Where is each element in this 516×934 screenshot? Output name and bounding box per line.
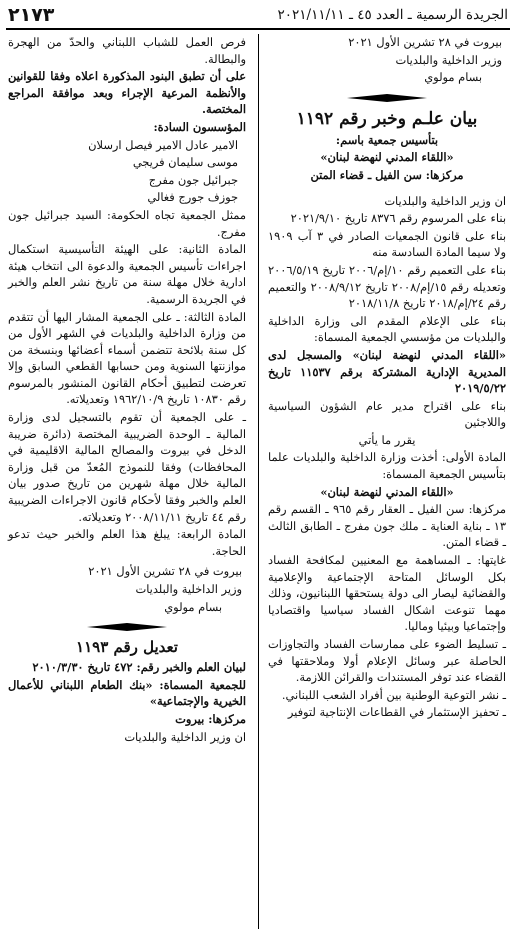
right-column xyxy=(268,34,506,722)
preamble-4: بناء على الإعلام المقدم الى وزارة الداخلية والبلديات من مؤسسي الجمعية المسماة: xyxy=(268,313,506,345)
amendment-location: مركزها: بيروت xyxy=(175,711,246,726)
association-name: «اللقاء المدني لنهضة لبنان» xyxy=(320,150,454,165)
column-divider xyxy=(258,34,259,929)
preamble-3: بناء على التعميم رقم ١٠/إم/٢٠٠٦ تاريخ ٢٠٠٦/٥/١٩ وتعديله رقم ١٥/إم/٢٠٠٨ تاريخ ٢٠٠٨/٩/١٢ والتعميم رقم ٢٤/إم/٢٠١٨ تاريخ ٢٠١٨/١١/٨ xyxy=(268,262,507,311)
founder-2: موسى سليمان فريجي xyxy=(132,155,238,170)
section-divider xyxy=(8,623,246,631)
founder-4: جوزف جورج فغالي xyxy=(147,190,238,205)
header-title: الجريدة الرسمية ـ العدد ٤٥ ـ ٢٠٢١/١١/١١ xyxy=(277,7,508,23)
intro-line: ان وزير الداخلية والبلديات xyxy=(384,193,506,208)
article-2: المادة الثانية: على الهيئة التأسيسية استكمال اجراءات تأسيس الجمعية والدعوة الى انتخاب هيئة ادارية خلال مهلة سنة من تاريخ نشر العلم والخبر في الجريدة الرسمية. xyxy=(8,242,246,306)
preamble-1: بناء على المرسوم رقم ٨٣٧٦ تاريخ ٢٠٢١/٩/١٠ xyxy=(290,211,506,226)
section-divider xyxy=(268,94,506,102)
signature-title: وزير الداخلية والبلديات xyxy=(135,582,242,596)
amendment-title: تعديل رقم ١١٩٣ xyxy=(76,638,178,657)
page-header xyxy=(6,4,510,30)
headquarters: مركزها: سن الفيل ـ العقار رقم ٩٦٥ ـ القسم رقم ١٣ ـ بناية العناية ـ ملك جون مفرج ـ الطابق الثالث ـ قضاء المتن. xyxy=(268,502,506,550)
goal-continued: فرص العمل للشباب اللبناني والحدّ من الهجرة والبطالة. xyxy=(8,35,246,66)
founder-1: الامير عادل الامير فيصل ارسلان xyxy=(88,137,238,152)
signature-title: وزير الداخلية والبلديات xyxy=(395,52,502,67)
left-column xyxy=(8,34,246,746)
article-3-tax: ـ على الجمعية أن تقوم بالتسجيل لدى وزارة المالية ـ الوحدة الضريبية المختصة (دائرة ضريبة الدخل في بيروت والمصالح المالية الاقليمية في المحافظات) وفقا للنموذج المُعدّ من قبل وزارة المالية خلال مهلة شهرين من تاريخ صدور بيان العلم والخبر وفقا لأحكام قانون الاجراءات الضريبية رقم ٤٤ تاريخ ٢٠٠٨/١١/١١ وتعديلاته. xyxy=(8,410,246,524)
goal-4: ـ تحفيز الإستثمار في القطاعات الإنتاجية لتوفير xyxy=(287,705,506,720)
amendment-reference: لبيان العلم والخبر رقم: ٤٧٢ تاريخ ٢٠١٠/٣/٣٠ xyxy=(32,660,246,675)
founder-3: جبرائيل جون مفرج xyxy=(148,172,238,187)
article-3: المادة الثالثة: ـ على الجمعية المشار اليها أن تتقدم من وزارة الداخلية والبلديات في الشهر الأول من كل سنة بلائحة تتضمن أسماء أعضائها وبنسخة من موازنتها السنوية ومن حسابها القطعي السابق وإلا تعرضت لتطبيق أحكام القانون المنشور بالمرسوم رقم ١٠٨٣٠ تاريخ ١٩٦٢/١٠/٩ وتعديلاته. xyxy=(8,309,246,407)
signature-name: بسام مولوي xyxy=(424,70,482,85)
association-location: مركزها: سن الفيل ـ قضاء المتن xyxy=(310,167,464,182)
article-1: المادة الأولى: أخذت وزارة الداخلية والبلديات علما بتأسيس الجمعية المسماة: xyxy=(268,450,506,482)
goal-2: ـ تسليط الضوء على ممارسات الفساد والتجاوزات الحاصلة عبر وسائل الإعلام أولا وملاحقتها في القضاء عند توفر المستندات والقرائن اللازمة. xyxy=(268,637,506,685)
signature-date: بيروت في ٢٨ تشرين الأول ٢٠٢١ xyxy=(348,35,502,49)
compliance-clause: على أن تطبق البنود المذكورة اعلاه وفقا للقوانين والأنظمة المرعية الإجراء وبعد موافقة المراجع المختصة. xyxy=(8,69,246,117)
article-4: المادة الرابعة: يبلغ هذا العلم والخبر حيث تدعو الحاجة. xyxy=(8,527,246,558)
founders-label: المؤسسون السادة: xyxy=(153,119,246,134)
preamble-5: «اللقاء المدني لنهضة لبنان» والمسجل لدى المديرية الإدارية المشتركة برقم ١١٥٣٧ تاريخ ٢٠١٩/٥/٢٢ xyxy=(268,347,506,396)
goal-3: ـ نشر التوعية الوطنية بين أفراد الشعب اللبناني. xyxy=(281,687,506,702)
top-signature xyxy=(268,34,506,86)
page-number: ٢١٧٣ xyxy=(8,4,55,26)
preamble-6: بناء على اقتراح مدير عام الشؤون السياسية واللاجئين xyxy=(268,398,506,430)
article-1-name: «اللقاء المدني لنهضة لبنان» xyxy=(320,484,454,499)
signature-date: بيروت في ٢٨ تشرين الأول ٢٠٢١ xyxy=(88,564,242,579)
left-signature xyxy=(8,563,246,615)
amendment-intro: ان وزير الداخلية والبلديات xyxy=(124,729,246,744)
amendment-association: للجمعية المسماة: «بنك الطعام اللبناني للأعمال الخيرية والإجتماعية» xyxy=(8,677,246,709)
notice-title: بيان علـم وخبر رقم ١١٩٢ xyxy=(296,108,478,129)
notice-subtitle: بتأسيس جمعية باسم: xyxy=(335,132,439,147)
goals: غايتها: ـ المساهمة مع المعنيين لمكافحة الفساد بكل الوسائل المتاحة الإجتماعية والإعلامية والقضائية ليصار الى دولة يستحقها اللبنانيون، وذلك مهما تنوعت اشكال الفساد سياسيا واقتصاديا وإجتماعيا وبيئيا وماليا. xyxy=(268,553,506,634)
preamble-2: بناء على قانون الجمعيات الصادر في ٣ آب ١٩٠٩ ولا سيما المادة السادسة منه xyxy=(268,228,506,260)
government-representative: ممثل الجمعية تجاه الحكومة: السيد جبرائيل جون مفرج. xyxy=(8,207,246,239)
signature-name: بسام مولوي xyxy=(164,599,222,614)
decision-line: يقرر ما يأتي xyxy=(358,432,416,447)
